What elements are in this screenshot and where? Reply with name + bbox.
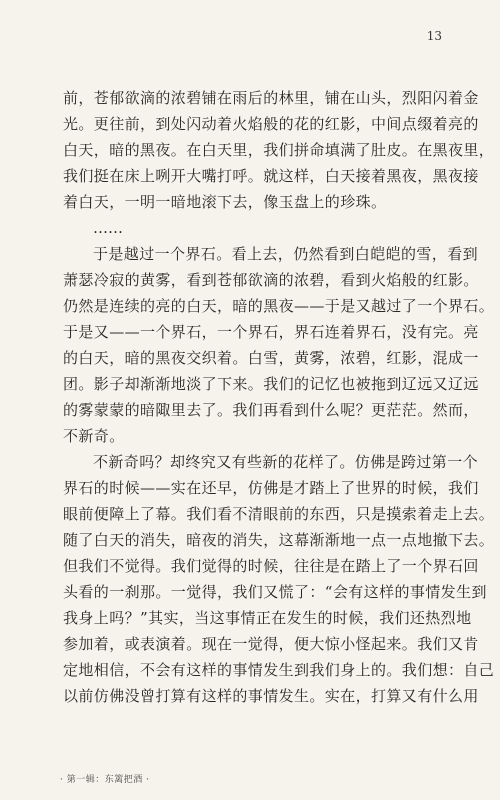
text-line: 界石的时候——实在还早，仿佛是才踏上了世界的时候，我们 [63, 479, 479, 497]
text-line: 于是又——一个界石，一个界石，界石连着界石，没有完。亮 [63, 323, 479, 341]
text-line: 前，苍郁欲滴的浓碧铺在雨后的林里，铺在山头，烈阳闪着金 [63, 89, 479, 107]
text-line: 萧瑟冷寂的黄雾，看到苍郁欲滴的浓碧，看到火焰般的红影。 [63, 271, 479, 289]
text-line: 以前仿佛没曾打算有这样的事情发生。实在，打算又有什么用 [63, 687, 479, 705]
text-line: 不新奇。 [63, 427, 125, 445]
text-line: 于是越过一个界石。看上去，仍然看到白皑皑的雪，看到 [93, 245, 479, 263]
ellipsis-line: …… [93, 219, 123, 237]
text-line: 光。更往前，到处闪动着火焰般的花的红影，中间点缀着亮的 [63, 115, 479, 133]
text-line: 白天，暗的黑夜。在白天里，我们拼命填满了肚皮。在黑夜里， [63, 141, 495, 159]
text-line: 仍然是连续的亮的白天，暗的黑夜——于是又越过了一个界石。 [63, 297, 495, 315]
text-line: 随了白天的消失，暗夜的消失，这幕渐渐地一点一点地撤下去。 [63, 531, 495, 549]
text-line: 我身上吗？”其实，当这事情正在发生的时候，我们还热烈地 [63, 609, 472, 627]
text-line: 但我们不觉得。我们觉得的时候，往往是在踏上了一个界石回 [63, 557, 479, 575]
text-line: 我们挺在床上咧开大嘴打呼。就这样，白天接着黑夜，黑夜接 [63, 167, 479, 185]
page-number: 13 [426, 29, 442, 43]
text-line: 着白天，一明一暗地滚下去，像玉盘上的珍珠。 [63, 193, 387, 211]
text-line: 头看的一刹那。一觉得，我们又慌了：“会有这样的事情发生到 [63, 583, 487, 601]
text-line: 不新奇吗？却终究又有些新的花样了。仿佛是跨过第一个 [93, 453, 479, 471]
text-line: 的雾蒙蒙的暗陬里去了。我们再看到什么呢？更茫茫。然而， [63, 401, 479, 419]
body-text [63, 85, 495, 709]
text-line: 眼前便障上了幕。我们看不清眼前的东西，只是摸索着走上去。 [63, 505, 495, 523]
text-line: 参加着，或表演着。现在一觉得，便大惊小怪起来。我们又肯 [63, 635, 479, 653]
text-line: 定地相信，不会有这样的事情发生到我们身上的。我们想：自己 [63, 661, 495, 679]
text-line: 的白天，暗的黑夜交织着。白雪，黄雾，浓碧，红影，混成一 [63, 349, 479, 367]
running-footer: · 第一辑：东篱把酒 · [60, 775, 150, 785]
text-line: 团。影子却渐渐地淡了下来。我们的记忆也被拖到辽远又辽远 [63, 375, 479, 393]
